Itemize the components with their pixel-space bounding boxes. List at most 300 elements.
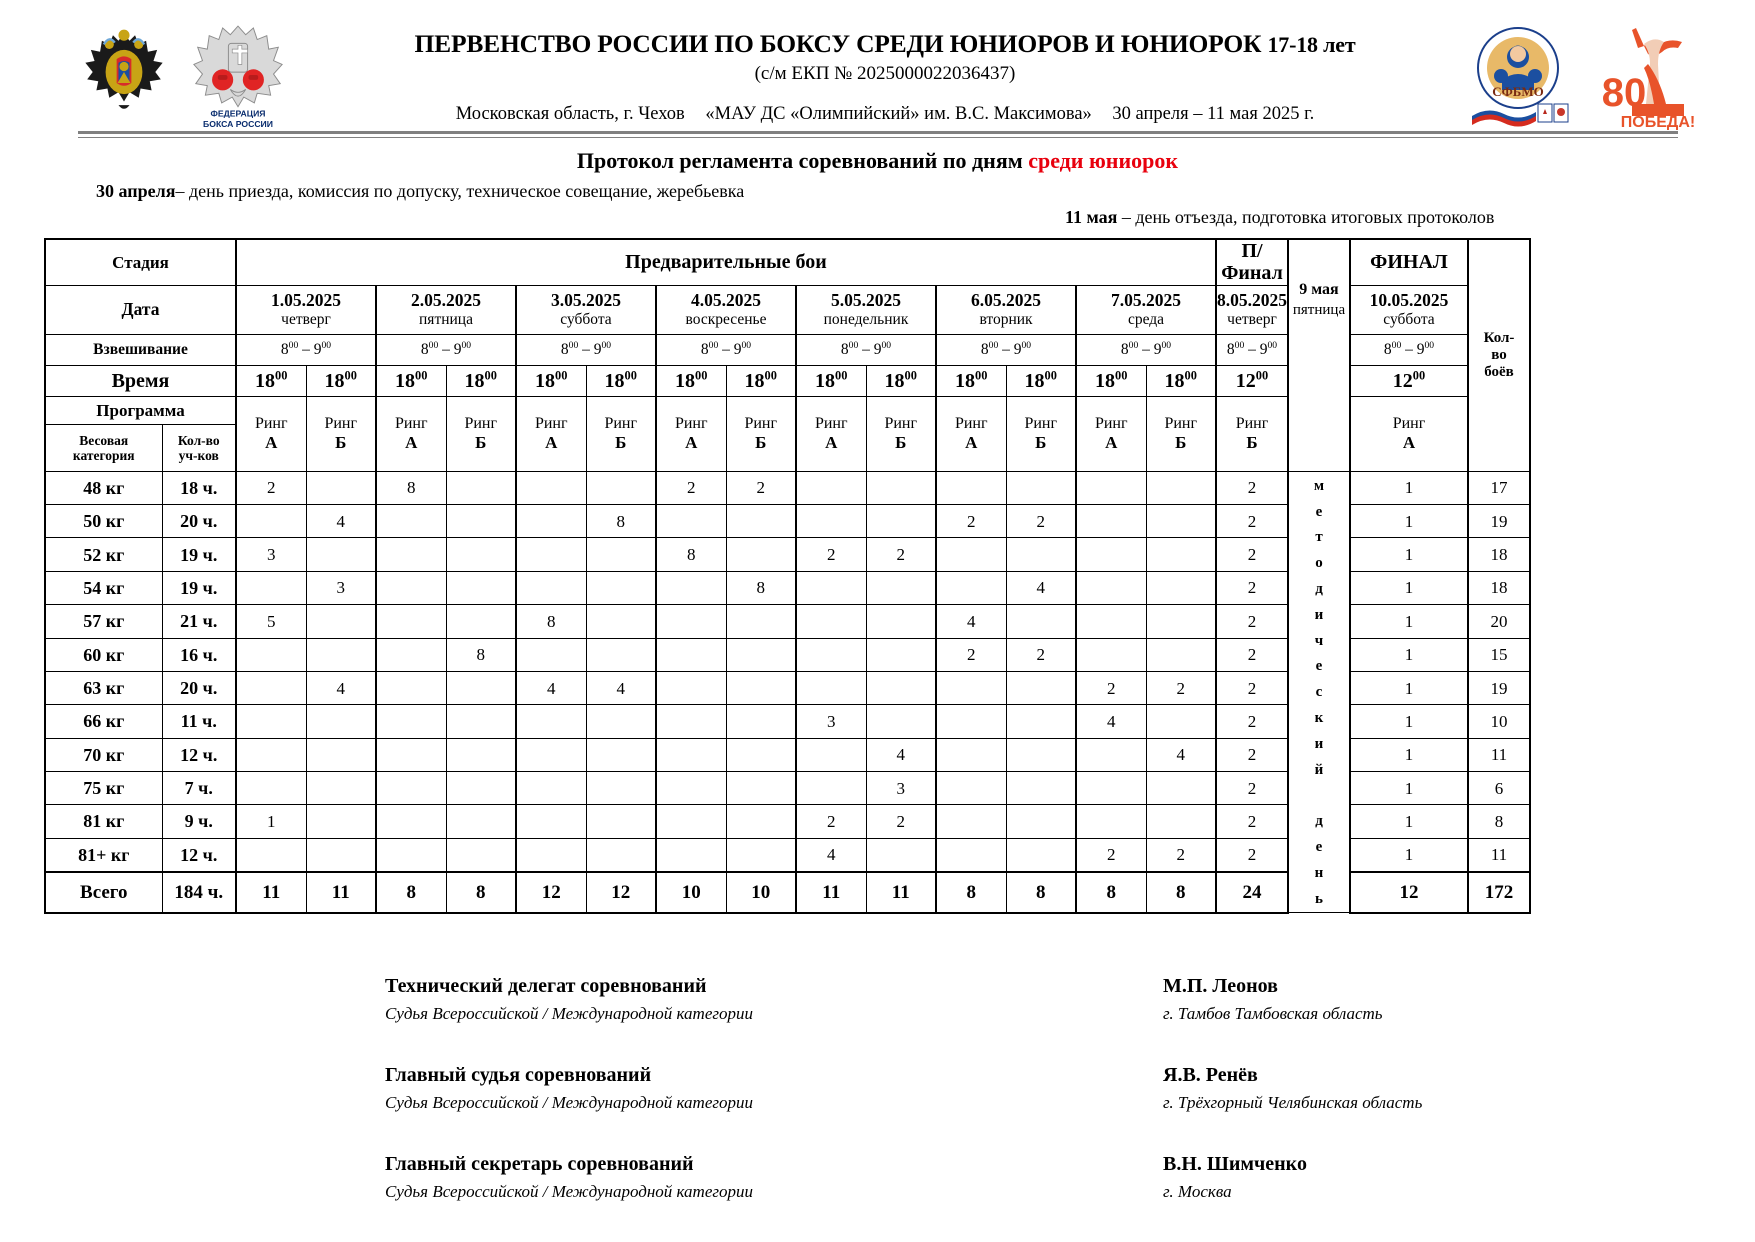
bout-count-cell: [866, 638, 936, 671]
weighing-label: Взвешивание: [45, 334, 236, 365]
program-label: Программа: [45, 396, 236, 424]
bout-count-cell: [236, 771, 306, 804]
bout-count-cell: [726, 638, 796, 671]
participants-count: 21 ч.: [162, 605, 236, 638]
bout-count-cell: [866, 571, 936, 604]
participants-count: 9 ч.: [162, 805, 236, 838]
bout-count-cell: 8: [516, 605, 586, 638]
totals-cell: 11: [306, 872, 376, 913]
session-time: $18^{00}$: [796, 365, 866, 396]
federation-caption-line1: ФЕДЕРАЦИЯ: [210, 108, 266, 119]
bout-count-cell: 2: [1146, 671, 1216, 704]
bout-count-cell: 4: [306, 671, 376, 704]
totals-cell: 11: [236, 872, 306, 913]
final-bout-count: 1: [1350, 705, 1468, 738]
total-bouts-count: 19: [1468, 505, 1530, 538]
bout-count-cell: 4: [796, 838, 866, 872]
bout-count-cell: [516, 471, 586, 504]
weight-category: 63 кг: [45, 671, 162, 704]
stage-preliminary: Предварительные бои: [236, 239, 1216, 285]
bout-count-cell: 2: [656, 471, 726, 504]
signature-role-block: [385, 1153, 753, 1202]
total-bouts-count: 6: [1468, 771, 1530, 804]
bout-count-cell: 2: [1216, 538, 1288, 571]
participants-header: Кол-во уч-ков: [162, 424, 236, 471]
bout-count-cell: [306, 705, 376, 738]
ring-header-А: Ринг А: [236, 396, 306, 471]
signature-name: М.П. Леонов: [1163, 975, 1278, 997]
bout-count-cell: [446, 838, 516, 872]
weight-category: 54 кг: [45, 571, 162, 604]
totals-participants: 184 ч.: [162, 872, 236, 913]
session-time: $18^{00}$: [1146, 365, 1216, 396]
final-bout-count: 1: [1350, 671, 1468, 704]
bout-count-cell: [446, 505, 516, 538]
bout-count-cell: [586, 838, 656, 872]
bout-count-cell: [866, 838, 936, 872]
venue-dates: 30 апреля – 11 мая 2025 г.: [1112, 104, 1315, 124]
signature-role-block: [385, 975, 753, 1024]
bout-count-cell: 2: [936, 638, 1006, 671]
bout-count-cell: [236, 838, 306, 872]
departure-note-date: 11 мая: [1065, 207, 1118, 227]
venue-region: Московская область, г. Чехов: [455, 104, 685, 124]
session-time: $18^{00}$: [306, 365, 376, 396]
bout-count-cell: 2: [1216, 605, 1288, 638]
bout-count-cell: [376, 538, 446, 571]
bout-count-cell: 2: [1216, 838, 1288, 872]
bout-count-cell: 4: [586, 671, 656, 704]
bout-count-cell: 2: [1216, 805, 1288, 838]
bout-count-cell: [796, 671, 866, 704]
bout-count-cell: [306, 638, 376, 671]
weighing-time: $8^{00} - 9^{00}$: [516, 334, 656, 365]
bout-count-cell: [1006, 838, 1076, 872]
final-bout-count: 1: [1350, 605, 1468, 638]
signature-qualification: Судья Всероссийской / Международной категории: [385, 1093, 753, 1112]
session-time: $12^{00}$: [1350, 365, 1468, 396]
bout-count-cell: [446, 738, 516, 771]
final-bout-count: 1: [1350, 505, 1468, 538]
bout-count-cell: [1146, 571, 1216, 604]
weighing-time: $8^{00} - 9^{00}$: [656, 334, 796, 365]
weight-category: 60 кг: [45, 638, 162, 671]
bout-count-cell: [866, 505, 936, 538]
bout-count-cell: [1146, 505, 1216, 538]
date-cell-6.05.2025: 6.05.2025 вторник: [936, 285, 1076, 334]
rest-day-header: 9 мая пятница: [1288, 239, 1350, 471]
document-header: [0, 0, 1755, 128]
bout-count-cell: [656, 671, 726, 704]
bout-count-cell: [726, 838, 796, 872]
final-bout-count: 1: [1350, 771, 1468, 804]
ring-header-А: Ринг А: [1076, 396, 1146, 471]
signature-city: г. Москва: [1163, 1182, 1232, 1201]
bout-count-cell: [726, 538, 796, 571]
bout-count-cell: 2: [1216, 571, 1288, 604]
signature-role: Главный секретарь соревнований: [385, 1153, 694, 1175]
totals-cell: 8: [376, 872, 446, 913]
ring-header-Б: Ринг Б: [1216, 396, 1288, 471]
ring-header-Б: Ринг Б: [1006, 396, 1076, 471]
final-bout-count: 1: [1350, 471, 1468, 504]
bout-count-cell: [376, 738, 446, 771]
bout-count-cell: [586, 471, 656, 504]
session-time: $18^{00}$: [656, 365, 726, 396]
weighing-time: $8^{00} - 9^{00}$: [1350, 334, 1468, 365]
participants-count: 7 ч.: [162, 771, 236, 804]
totals-label: Всего: [45, 872, 162, 913]
participants-count: 19 ч.: [162, 571, 236, 604]
ring-header-А: Ринг А: [656, 396, 726, 471]
bout-count-cell: [1006, 605, 1076, 638]
ring-header-А: Ринг А: [796, 396, 866, 471]
bout-count-cell: [656, 638, 726, 671]
bout-count-cell: [376, 805, 446, 838]
signature-qualification: Судья Всероссийской / Международной категории: [385, 1004, 753, 1023]
signature-role-block: [385, 1064, 753, 1113]
time-label: Время: [45, 365, 236, 396]
bout-count-cell: [586, 605, 656, 638]
bout-count-cell: [306, 738, 376, 771]
bout-count-cell: 8: [656, 538, 726, 571]
bout-count-cell: [236, 505, 306, 538]
totals-cell: 24: [1216, 872, 1288, 913]
weight-category: 57 кг: [45, 605, 162, 638]
session-time: $18^{00}$: [586, 365, 656, 396]
bout-count-cell: [726, 671, 796, 704]
final-bout-count: 1: [1350, 738, 1468, 771]
bout-count-cell: [236, 738, 306, 771]
final-bout-count: 1: [1350, 638, 1468, 671]
weighing-time: $8^{00} - 9^{00}$: [936, 334, 1076, 365]
bout-count-cell: [446, 538, 516, 571]
bout-count-cell: [236, 705, 306, 738]
bout-count-cell: [936, 838, 1006, 872]
bout-count-cell: 2: [1146, 838, 1216, 872]
final-bout-count: 1: [1350, 838, 1468, 872]
bout-count-cell: 2: [1216, 471, 1288, 504]
bout-count-cell: [516, 505, 586, 538]
bout-count-cell: [516, 705, 586, 738]
bout-count-cell: [1076, 605, 1146, 638]
session-time: $18^{00}$: [1076, 365, 1146, 396]
bout-count-cell: [516, 738, 586, 771]
bout-count-cell: [726, 505, 796, 538]
bout-count-cell: [796, 505, 866, 538]
bout-count-cell: 5: [236, 605, 306, 638]
bout-count-cell: 2: [866, 805, 936, 838]
weight-category: 70 кг: [45, 738, 162, 771]
signature-role: Технический делегат соревнований: [385, 975, 707, 997]
ring-header-А: Ринг А: [376, 396, 446, 471]
bout-count-cell: 8: [586, 505, 656, 538]
total-bouts-count: 10: [1468, 705, 1530, 738]
bout-count-cell: 8: [446, 638, 516, 671]
ring-header-Б: Ринг Б: [446, 396, 516, 471]
bout-count-cell: [796, 571, 866, 604]
weight-category: 81+ кг: [45, 838, 162, 872]
bout-count-cell: [796, 605, 866, 638]
victory-80-logo: [1592, 18, 1724, 130]
protocol-title: [0, 148, 1755, 174]
session-time: $18^{00}$: [236, 365, 306, 396]
bout-count-cell: [586, 638, 656, 671]
bout-count-cell: [586, 805, 656, 838]
bout-count-cell: [306, 471, 376, 504]
participants-count: 18 ч.: [162, 471, 236, 504]
total-bouts-count: 17: [1468, 471, 1530, 504]
date-cell-2.05.2025: 2.05.2025 пятница: [376, 285, 516, 334]
weight-category: 50 кг: [45, 505, 162, 538]
date-cell-8.05.2025: 8.05.2025 четверг: [1216, 285, 1288, 334]
total-bouts-count: 18: [1468, 571, 1530, 604]
bout-count-cell: [796, 638, 866, 671]
bout-count-cell: [1076, 571, 1146, 604]
bout-count-cell: 2: [1216, 771, 1288, 804]
rest-day-vertical-label: м е т о д и ч е с к и й д е н ь: [1288, 471, 1350, 913]
bout-count-cell: 3: [306, 571, 376, 604]
bout-count-cell: [306, 838, 376, 872]
bout-count-cell: [376, 505, 446, 538]
bout-count-cell: [446, 671, 516, 704]
bout-count-cell: 4: [1076, 705, 1146, 738]
bout-count-cell: [726, 705, 796, 738]
date-cell-5.05.2025: 5.05.2025 понедельник: [796, 285, 936, 334]
weighing-time: $8^{00} - 9^{00}$: [236, 334, 376, 365]
bout-count-cell: [1076, 738, 1146, 771]
bout-count-cell: 3: [236, 538, 306, 571]
victory-word: ПОБЕДА!: [1620, 114, 1696, 130]
bout-count-cell: [936, 738, 1006, 771]
bout-count-cell: [376, 705, 446, 738]
bout-count-cell: 1: [236, 805, 306, 838]
bout-count-cell: [1076, 505, 1146, 538]
bout-count-cell: [1006, 805, 1076, 838]
arrival-note-date: 30 апреля: [96, 181, 176, 201]
date-cell-7.05.2025: 7.05.2025 среда: [1076, 285, 1216, 334]
protocol-title-main: Протокол регламента соревнований по дням: [576, 148, 1023, 173]
session-time: $18^{00}$: [866, 365, 936, 396]
bout-count-cell: [1006, 471, 1076, 504]
arrival-note: [96, 181, 744, 202]
bout-count-cell: [1076, 638, 1146, 671]
final-bout-count: 1: [1350, 538, 1468, 571]
stage-final: ФИНАЛ: [1350, 239, 1468, 285]
weighing-time: $8^{00} - 9^{00}$: [376, 334, 516, 365]
session-time: $18^{00}$: [936, 365, 1006, 396]
session-time: $18^{00}$: [446, 365, 516, 396]
participants-count: 20 ч.: [162, 505, 236, 538]
total-bouts-count: 11: [1468, 838, 1530, 872]
departure-note-text: – день отъезда, подготовка итоговых протоколов: [1117, 207, 1495, 227]
bout-count-cell: 3: [796, 705, 866, 738]
bout-count-cell: [726, 738, 796, 771]
bout-count-cell: 2: [1216, 705, 1288, 738]
totals-cell: 12: [516, 872, 586, 913]
russian-coat-of-arms-icon: [78, 26, 170, 118]
bout-count-cell: [376, 671, 446, 704]
totals-cell: 8: [1146, 872, 1216, 913]
ring-header-А: Ринг А: [1350, 396, 1468, 471]
participants-count: 12 ч.: [162, 738, 236, 771]
bout-count-cell: [866, 605, 936, 638]
bout-count-cell: [1076, 771, 1146, 804]
bout-count-cell: [1006, 738, 1076, 771]
ring-header-А: Ринг А: [936, 396, 1006, 471]
venue-name: «МАУ ДС «Олимпийский» им. В.С. Максимова»: [705, 104, 1092, 124]
totals-cell: 8: [446, 872, 516, 913]
bout-count-cell: 2: [1216, 638, 1288, 671]
weight-category: 75 кг: [45, 771, 162, 804]
bout-count-cell: [656, 605, 726, 638]
bout-count-cell: [936, 705, 1006, 738]
table-row: [45, 471, 1530, 504]
bout-count-cell: [306, 538, 376, 571]
bout-count-cell: [306, 605, 376, 638]
boxing-federation-russia-logo: [190, 22, 286, 130]
bout-count-cell: [376, 771, 446, 804]
bout-count-cell: [1076, 538, 1146, 571]
date-cell-4.05.2025: 4.05.2025 воскресенье: [656, 285, 796, 334]
row-stage: [45, 239, 1530, 285]
bout-count-cell: [1146, 638, 1216, 671]
participants-count: 11 ч.: [162, 705, 236, 738]
signature-name: Я.В. Ренёв: [1163, 1064, 1258, 1086]
totals-cell: 8: [1076, 872, 1146, 913]
session-time: $18^{00}$: [726, 365, 796, 396]
bout-count-cell: [866, 671, 936, 704]
total-bouts-count: 11: [1468, 738, 1530, 771]
totals-cell: 11: [796, 872, 866, 913]
bout-count-cell: [446, 605, 516, 638]
ring-header-А: Ринг А: [516, 396, 586, 471]
bout-count-cell: [236, 671, 306, 704]
bout-count-cell: [516, 771, 586, 804]
bout-count-cell: [376, 638, 446, 671]
bout-count-cell: 2: [1076, 671, 1146, 704]
departure-note: [1065, 207, 1494, 228]
bout-count-cell: [936, 471, 1006, 504]
protocol-title-highlight: среди юниорок: [1028, 148, 1179, 173]
ring-header-Б: Ринг Б: [586, 396, 656, 471]
bout-count-cell: [376, 605, 446, 638]
final-bout-count: 1: [1350, 571, 1468, 604]
totals-cell: 10: [656, 872, 726, 913]
title-block: [290, 30, 1480, 85]
bout-count-cell: [656, 505, 726, 538]
signature-row: [0, 1153, 1755, 1242]
sfbmo-logo: [1466, 24, 1570, 128]
schedule-table-container: [44, 238, 1531, 914]
bout-count-cell: [516, 838, 586, 872]
signature-name: В.Н. Шимченко: [1163, 1153, 1307, 1175]
bout-count-cell: [446, 771, 516, 804]
bout-count-cell: 4: [866, 738, 936, 771]
participants-count: 19 ч.: [162, 538, 236, 571]
signature-qualification: Судья Всероссийской / Международной категории: [385, 1182, 753, 1201]
totals-bouts: 172: [1468, 872, 1530, 913]
signature-person-block: [1163, 1064, 1422, 1113]
bout-count-cell: [656, 705, 726, 738]
bouts-count-header: Кол- во боёв: [1468, 239, 1530, 471]
bout-count-cell: 8: [376, 471, 446, 504]
bout-count-cell: [796, 738, 866, 771]
bout-count-cell: [586, 771, 656, 804]
bout-count-cell: [1146, 471, 1216, 504]
bout-count-cell: [866, 705, 936, 738]
bout-count-cell: 4: [516, 671, 586, 704]
bout-count-cell: [796, 771, 866, 804]
arrival-note-text: – день приезда, комиссия по допуску, техническое совещание, жеребьевка: [175, 181, 745, 201]
totals-cell: 10: [726, 872, 796, 913]
bout-count-cell: [1006, 705, 1076, 738]
bout-count-cell: [446, 471, 516, 504]
bout-count-cell: [866, 471, 936, 504]
bout-count-cell: [516, 638, 586, 671]
weighing-time: $8^{00} - 9^{00}$: [796, 334, 936, 365]
ring-header-Б: Ринг Б: [1146, 396, 1216, 471]
session-time: $18^{00}$: [376, 365, 446, 396]
bout-count-cell: [236, 571, 306, 604]
bout-count-cell: [1146, 538, 1216, 571]
bout-count-cell: [446, 571, 516, 604]
bout-count-cell: 2: [936, 505, 1006, 538]
date-label: Дата: [45, 285, 236, 334]
bout-count-cell: [1076, 805, 1146, 838]
totals-cell: 11: [866, 872, 936, 913]
bout-count-cell: 2: [796, 538, 866, 571]
ring-header-Б: Ринг Б: [726, 396, 796, 471]
bout-count-cell: 4: [306, 505, 376, 538]
bout-count-cell: [936, 571, 1006, 604]
page-title-years: 17-18 лет: [1267, 32, 1356, 57]
bout-count-cell: [656, 771, 726, 804]
bout-count-cell: [446, 805, 516, 838]
bout-count-cell: 2: [1216, 738, 1288, 771]
bout-count-cell: [1006, 538, 1076, 571]
bout-count-cell: 2: [1006, 638, 1076, 671]
bout-count-cell: 4: [1006, 571, 1076, 604]
bout-count-cell: [1076, 471, 1146, 504]
total-bouts-count: 18: [1468, 538, 1530, 571]
bout-count-cell: 2: [796, 805, 866, 838]
participants-count: 12 ч.: [162, 838, 236, 872]
stage-label: Стадия: [45, 239, 236, 285]
signature-role: Главный судья соревнований: [385, 1064, 652, 1086]
totals-cell: 8: [936, 872, 1006, 913]
bout-count-cell: [936, 771, 1006, 804]
venue-line: [290, 104, 1480, 125]
bout-count-cell: [1146, 771, 1216, 804]
bout-count-cell: 2: [1076, 838, 1146, 872]
bout-count-cell: [1146, 805, 1216, 838]
bout-count-cell: 4: [936, 605, 1006, 638]
date-cell-1.05.2025: 1.05.2025 четверг: [236, 285, 376, 334]
bout-count-cell: 3: [866, 771, 936, 804]
bout-count-cell: [516, 571, 586, 604]
ring-header-Б: Ринг Б: [306, 396, 376, 471]
session-time: $18^{00}$: [1006, 365, 1076, 396]
final-bout-count: 1: [1350, 805, 1468, 838]
bout-count-cell: [726, 771, 796, 804]
bout-count-cell: [726, 805, 796, 838]
bout-count-cell: 2: [726, 471, 796, 504]
bout-count-cell: [586, 705, 656, 738]
victory-number: 80: [1601, 71, 1647, 115]
weight-category: 81 кг: [45, 805, 162, 838]
federation-caption-line2: БОКСА РОССИИ: [203, 118, 273, 129]
